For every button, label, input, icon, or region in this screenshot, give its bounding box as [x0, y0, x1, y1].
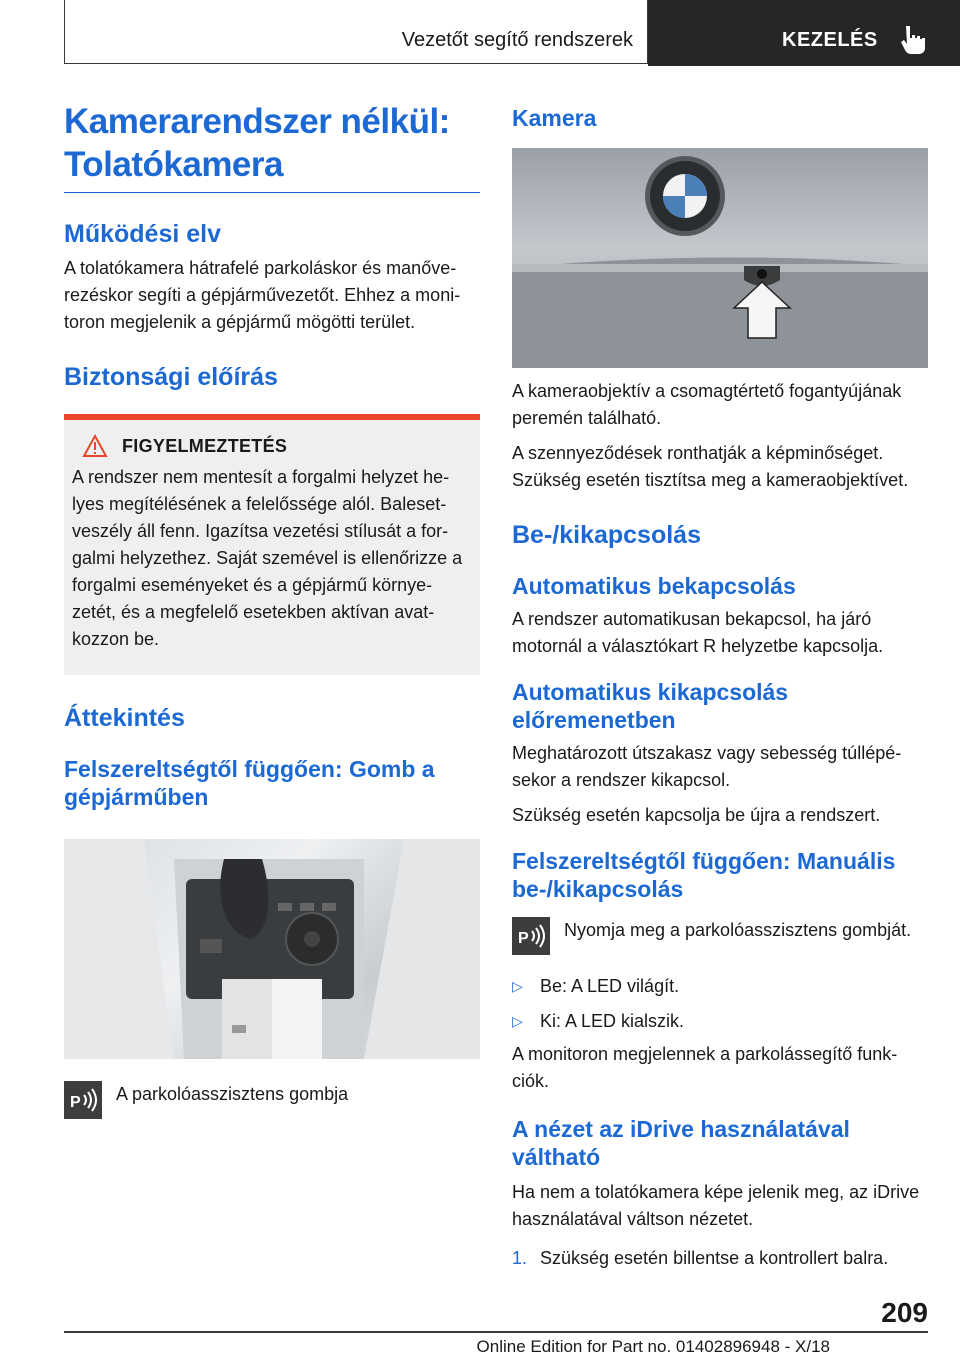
bullet-triangle-icon: ▷	[512, 978, 523, 994]
console-illustration	[64, 839, 480, 1059]
auto-off-heading: Automatikus kikapcsolás előremenetben	[512, 679, 789, 733]
left-column	[64, 100, 480, 1119]
warning-triangle-icon	[82, 434, 108, 458]
safety-heading: Biztonsági előírás	[64, 363, 278, 391]
idrive-text: Ha nem a tolatókamera képe jelenik meg, az iDrive használatával váltson nézetet.	[512, 1182, 920, 1229]
console-photo	[64, 839, 480, 1059]
section-title: Vezetőt segítő rendszerek	[401, 29, 633, 51]
auto-on-heading: Automatikus bekapcsolás	[512, 573, 796, 599]
pointing-hand-icon	[900, 24, 928, 56]
footer-divider	[64, 1331, 928, 1333]
warning-text: A rendszer nem mentesít a forgalmi helyzet he-lyes megítélésének a felelőssége alól. Baleset-veszély áll fenn. Igazítsa vezetési stílusát a for-galmi helyzethez. Saját szemével is ellenőrizze a forgalmi eseményeket és a gépjármű környe-zetét, és a megfelelő esetekben aktívan avat-kozzon be.	[72, 467, 463, 649]
chapter-title: KEZELÉS	[782, 29, 878, 51]
manual-row	[512, 917, 928, 955]
page-header	[0, 0, 960, 66]
list-item	[512, 1008, 928, 1035]
bullet-triangle-icon: ▷	[512, 1013, 523, 1029]
page-number: 209	[881, 1297, 928, 1328]
warning-box	[64, 420, 480, 675]
warning-title: FIGYELMEZTETÉS	[122, 435, 288, 456]
camera-text-1: A kameraobjektív a csomagtértető fogantyújának peremén található.	[512, 381, 902, 428]
principle-heading: Működési elv	[64, 220, 221, 248]
console-caption-row	[64, 1081, 480, 1119]
bullet-text: Ki: A LED kialszik.	[540, 1011, 685, 1031]
camera-photo	[512, 148, 928, 368]
chapter-tab	[648, 0, 960, 66]
svg-text:P: P	[70, 1094, 81, 1111]
idrive-heading: A nézet az iDrive használatával váltható	[512, 1116, 850, 1170]
onoff-heading: Be-/kikapcsolás	[512, 521, 701, 549]
parking-assistant-icon	[64, 1081, 102, 1119]
camera-heading: Kamera	[512, 105, 597, 131]
auto-off-text-2: Szükség esetén kapcsolja be újra a rendszert.	[512, 805, 881, 825]
auto-on-text: A rendszer automatikusan bekapcsol, ha járó motornál a választókart R helyzetbe kapcsolja.	[512, 609, 884, 656]
auto-off-text-1: Meghatározott útszakasz vagy sebesség túllépé-sekor a rendszer kikapcsol.	[512, 743, 902, 790]
camera-text-2: A szennyeződések ronthatják a képminőséget. Szükség esetén tisztítsa meg a kameraobjektívet.	[512, 443, 909, 490]
parking-assistant-button-icon	[512, 917, 550, 955]
console-caption: A parkolóasszisztens gombja	[116, 1084, 349, 1104]
section-tab	[64, 0, 648, 64]
step-item	[512, 1245, 928, 1272]
list-item	[512, 973, 928, 1000]
equipment-heading: Felszereltségtől függően: Gomb a gépjárműben	[64, 756, 435, 810]
monitor-text: A monitoron megjelennek a parkolássegítő funk-ciók.	[512, 1044, 898, 1091]
principle-text: A tolatókamera hátrafelé parkoláskor és manőve-rezéskor segíti a gépjárművezetőt. Ehhez a moni-toron megjelenik a gépjármű mögötti terület.	[64, 258, 461, 332]
right-column	[512, 100, 928, 1272]
camera-illustration	[512, 148, 928, 368]
step-text: Szükség esetén billentse a kontrollert balra.	[540, 1248, 889, 1268]
step-number: 1.	[512, 1248, 528, 1268]
manual-text: Nyomja meg a parkolóasszisztens gombját.	[564, 920, 912, 940]
svg-text:P: P	[518, 930, 529, 947]
bullet-text: Be: A LED világít.	[540, 976, 680, 996]
page-title: Kamerarendszer nélkül: Tolatókamera	[64, 100, 480, 193]
manual-heading: Felszereltségtől függően: Manuális be-/kikapcsolás	[512, 848, 896, 902]
edition-text: Online Edition for Part no. 01402896948 - X/18	[476, 1337, 830, 1356]
overview-heading: Áttekintés	[64, 704, 185, 732]
